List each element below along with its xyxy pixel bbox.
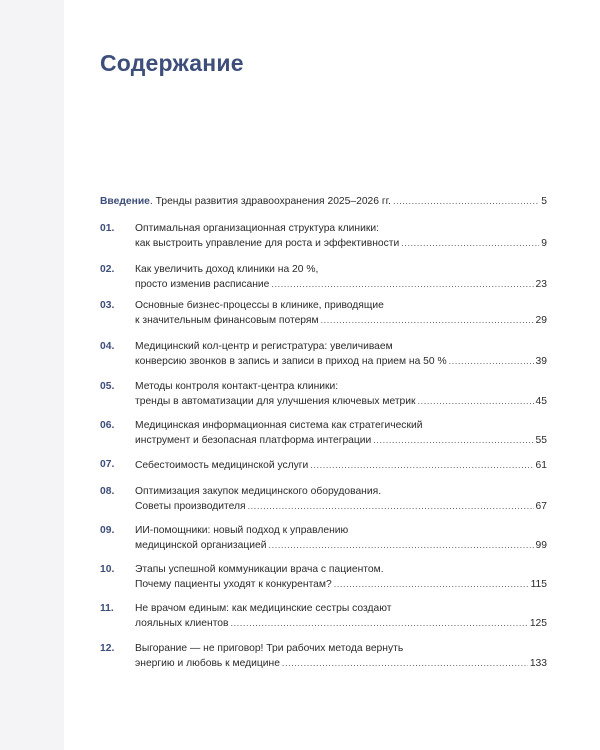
dot-leader [231,616,528,630]
toc-entry-10[interactable] [100,563,547,592]
toc-entry-11[interactable] [100,602,547,631]
toc-entry-title-line: к значительным финансовым потерям [135,315,319,326]
toc-entry-number: 10. [100,564,115,575]
toc-entry-title-line: конверсию звонков в запись и записи в приход на прием на 50 % [135,356,447,367]
intro-title: . Тренды развития здравоохранения 2025–2026 гг. [149,196,391,207]
toc-entry-title-line: медицинской организацией [135,540,267,551]
toc-entry-title-line: как выстроить управление для роста и эффективности [135,238,400,249]
dot-leader [282,656,528,670]
toc-entry-title-line: тренды в автоматизации для улучшения ключевых метрик [135,396,416,407]
dot-leader [248,499,534,513]
toc-entry-number: 09. [100,525,115,536]
toc-entry-title-line: Медицинская информационная система как стратегический [135,420,423,431]
dot-leader [321,313,534,327]
toc-page-number: 115 [530,579,547,590]
dot-leader [373,433,533,447]
toc-entry-title-line: Основные бизнес-процессы в клинике, приводящие [135,300,384,311]
toc-entry-title-line: Выгорание — не приговор! Три рабочих метода вернуть [135,643,404,654]
toc-page-number: 39 [535,356,547,367]
toc-entry-number: 11. [100,603,114,614]
toc-entry-number: 06. [100,420,115,431]
toc-entry-12[interactable] [100,642,547,671]
toc-page-number: 9 [541,238,547,249]
toc-entry-number: 03. [100,300,115,311]
toc-entry-number: 05. [100,381,115,392]
toc-page-number: 125 [529,618,547,629]
dot-leader [449,354,534,368]
toc-page-number: 67 [535,501,547,512]
toc-page-number: 99 [535,540,547,551]
toc-entry-title-line: энергию и любовь к медицине [135,658,280,669]
toc-entry-title-line: инструмент и безопасная платформа интеграции [135,435,372,446]
toc-entry-04[interactable] [100,340,547,369]
toc-page-number: 29 [535,315,547,326]
toc-entry-number: 08. [100,486,115,497]
toc-entry-number: 01. [100,223,115,234]
toc-entry-intro-text [100,195,391,209]
toc-entry-title-line: Медицинский кол-центр и регистратура: увеличиваем [135,341,393,352]
toc-entry-number: 04. [100,341,115,352]
dot-leader [310,458,533,472]
dot-leader [269,538,534,552]
book-page [64,0,600,750]
toc-entry-intro[interactable] [100,194,547,209]
dot-leader [334,577,529,591]
toc-entry-title-line: Почему пациенты уходят к конкурентам? [135,579,332,590]
toc-entry-02[interactable] [100,263,547,292]
toc-page-number: 61 [535,460,547,471]
intro-label: Введение [100,196,150,207]
dot-leader [401,236,539,250]
toc-entry-title-line: Методы контроля контакт-центра клиники: [135,381,339,392]
toc-entry-title-line: Себестоимость медицинской услуги [135,460,309,471]
toc-page-number: 23 [535,279,547,290]
toc-page-number: 45 [535,396,547,407]
toc-entry-title-line: Оптимизация закупок медицинского оборудования. [135,486,382,497]
toc-entry-title-line: Не врачом единым: как медицинские сестры создают [135,603,392,614]
toc-entry-09[interactable] [100,524,547,553]
toc-entry-number: 07. [100,459,115,470]
toc-entry-title-line: Оптимальная организационная структура клиники: [135,223,379,234]
toc-entry-07[interactable] [100,458,547,473]
dot-leader [418,394,534,408]
page-title: Содержание [100,50,244,76]
toc-entry-number: 02. [100,264,115,275]
toc-page-number: 133 [529,658,547,669]
toc-entry-title-line: Как увеличить доход клиники на 20 %, [135,264,319,275]
dot-leader [271,277,533,291]
toc-entry-06[interactable] [100,419,547,448]
toc-entry-01[interactable] [100,222,547,251]
toc-entry-title-line: Советы производителя [135,501,246,512]
toc-entry-08[interactable] [100,485,547,514]
toc-entry-title-line: Этапы успешной коммуникации врача с пациентом. [135,564,384,575]
toc-page-number: 55 [535,435,547,446]
toc-page-number: 5 [541,196,547,207]
toc-entry-title-line: лояльных клиентов [135,618,229,629]
dot-leader [393,194,539,208]
toc-entry-05[interactable] [100,380,547,409]
toc-entry-title-line: ИИ-помощники: новый подход к управлению [135,525,349,536]
toc-entry-03[interactable] [100,299,547,328]
toc-entry-number: 12. [100,643,115,654]
toc-entry-title-line: просто изменив расписание [135,279,270,290]
